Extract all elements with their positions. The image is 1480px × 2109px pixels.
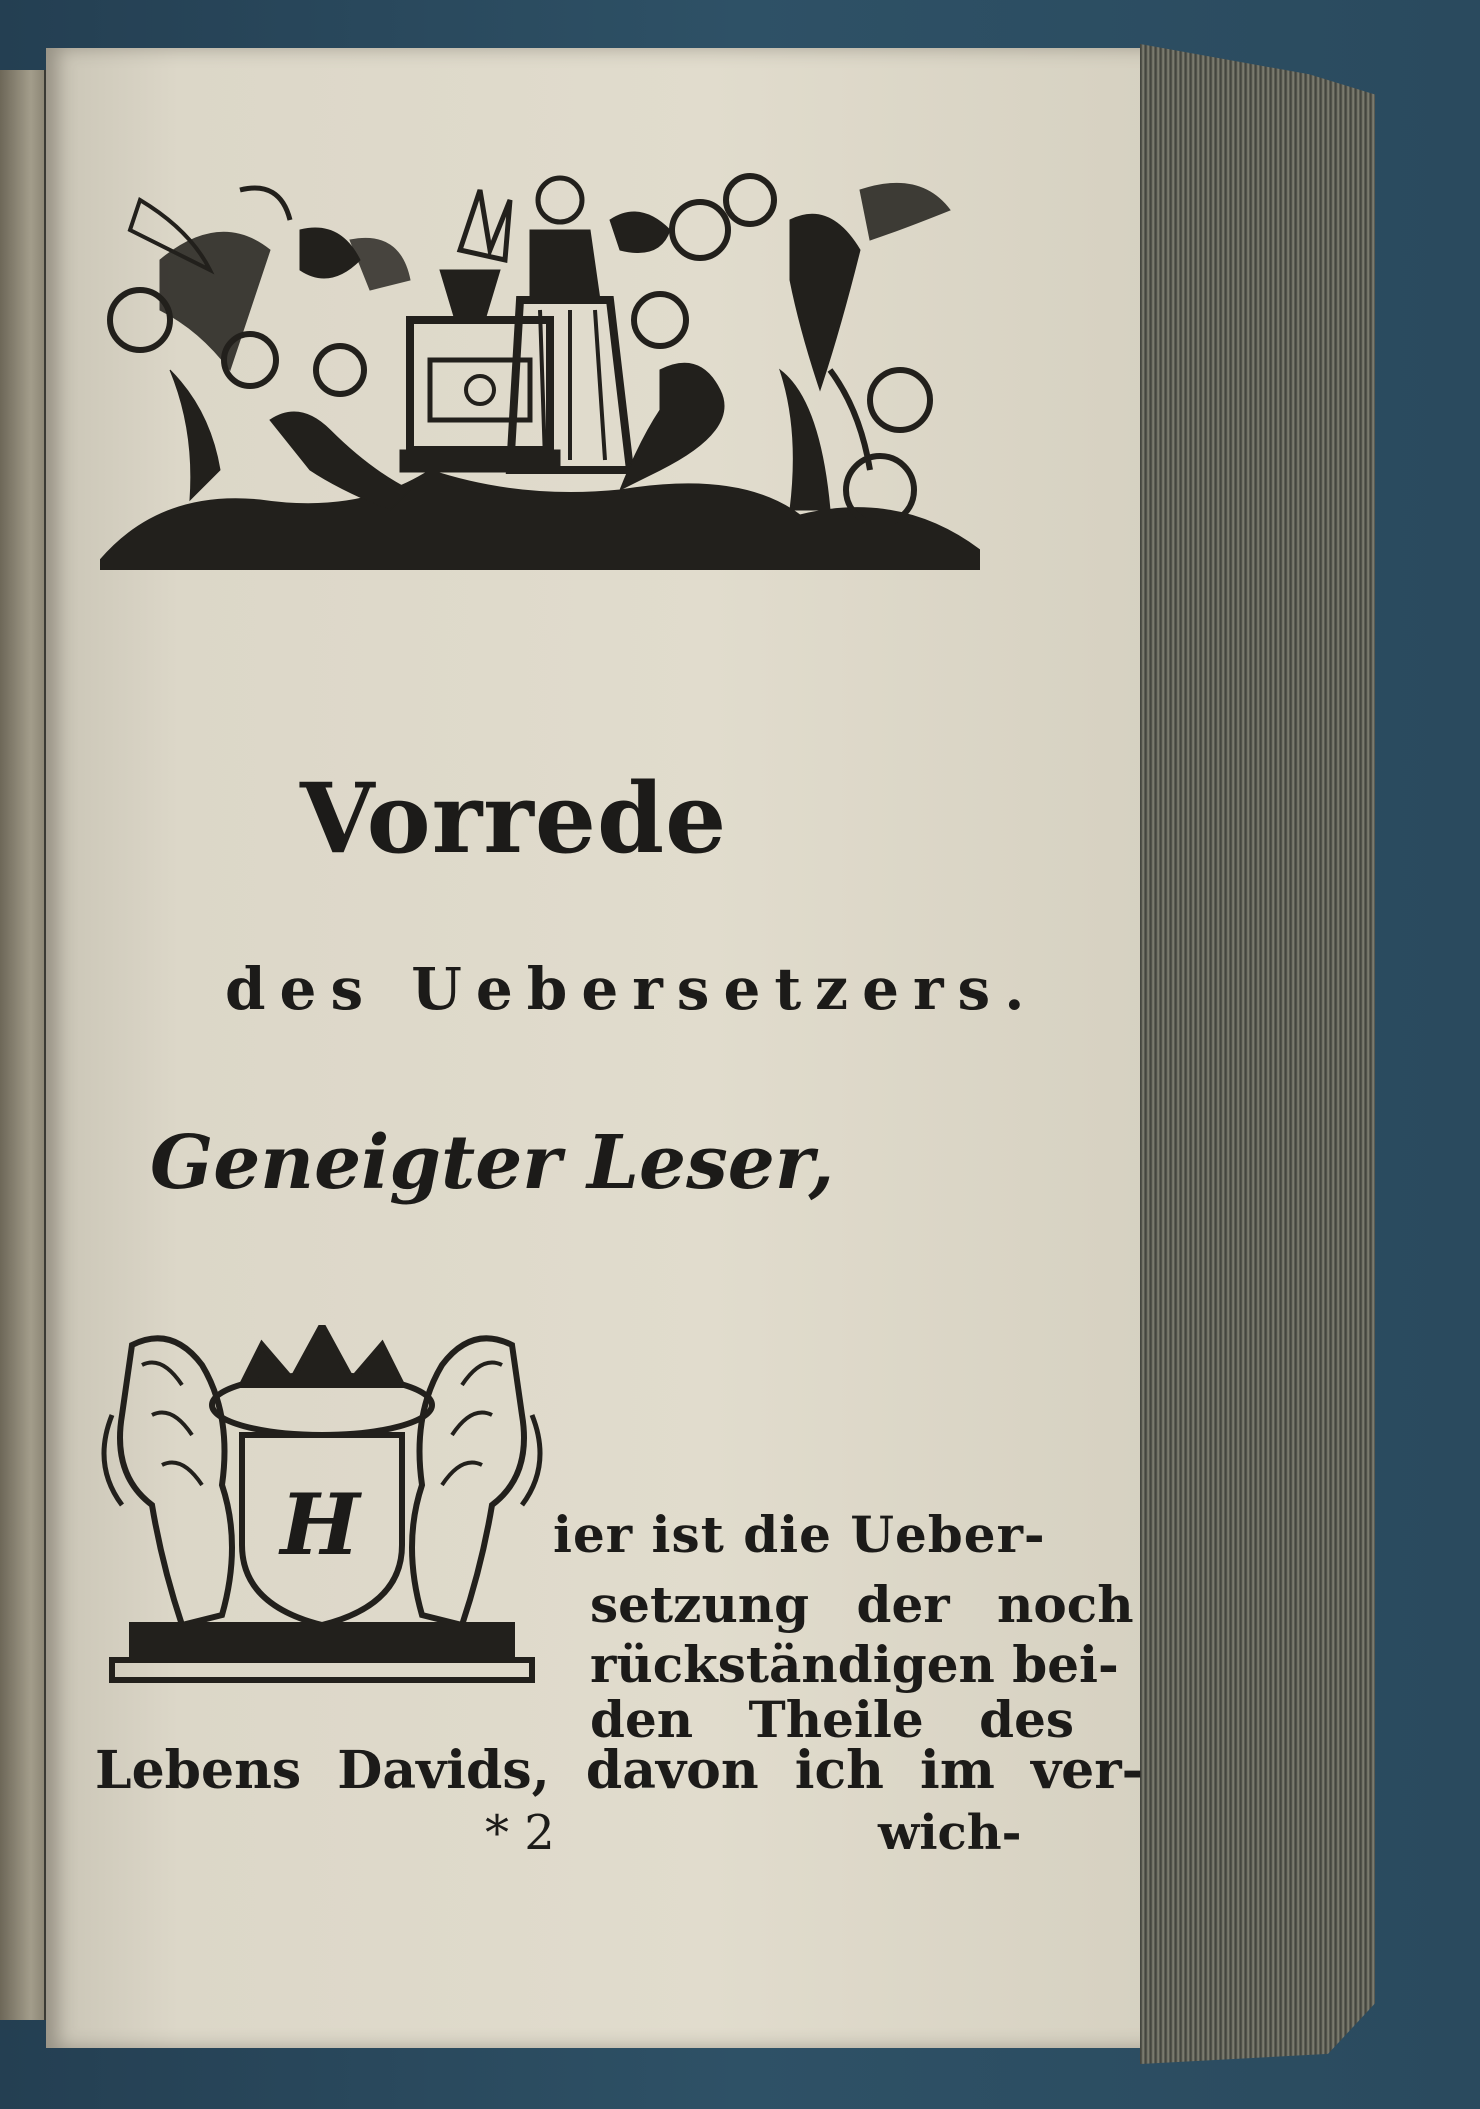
left-page-edge — [0, 70, 46, 2020]
page-title: Vorrede — [300, 762, 728, 875]
body-line: setzung der noch — [590, 1575, 1134, 1634]
body-line: den Theile des — [590, 1690, 1075, 1749]
body-line: ier ist die Ueber- — [553, 1505, 1046, 1564]
body-line: rückständigen bei- — [590, 1635, 1119, 1694]
body-line: Lebens Davids, davon ich im ver- — [95, 1740, 1144, 1801]
page-block-edges — [1140, 44, 1375, 2064]
woodcut-headpiece-icon — [100, 170, 980, 570]
salutation: Geneigter Leser, — [150, 1120, 835, 1206]
signature-mark: * 2 — [485, 1805, 555, 1861]
catchword: wich- — [878, 1805, 1022, 1861]
page-subtitle: des Uebersetzers. — [225, 955, 1039, 1023]
initial-letter: H — [280, 1475, 360, 1574]
